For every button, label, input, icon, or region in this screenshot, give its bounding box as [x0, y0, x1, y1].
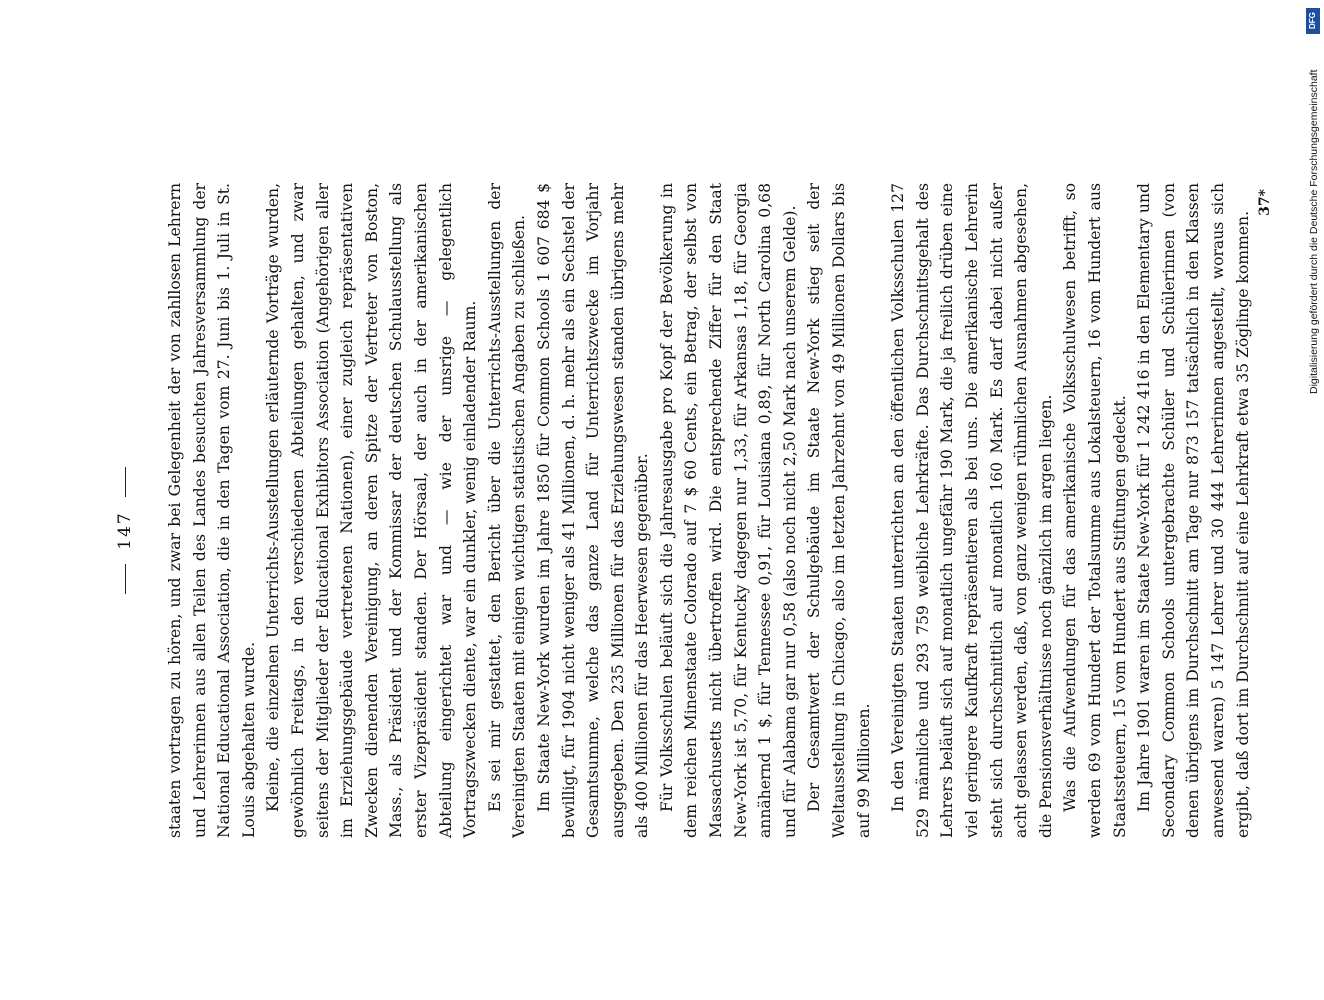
paragraph: Im Staate New-York wurden im Jahre 1850 für Common Schools 1 607 684 $ bewilligt, für 1904 nicht weniger als 41 Millionen, d. h. mehr als ein Sechstel der Gesamtsumme, welche das ganze Land für Unterrichtszwecke im Vorjahr ausgegeben. Den 235 Millionen für das Erziehungswesen standen übrigens mehr als 400 Millionen für das Heerwesen gegenüber. [534, 183, 652, 838]
paragraph: staaten vortragen zu hören, und zwar bei Gelegenheit der von zahllosen Lehrern und Lehrerinnen aus allen Teilen des Landes besuchten Jahresversammlung der National Educational Association, die in den Tagen vom 27. Juni bis 1. Juli in St. Louis abgehalten wurde. [166, 183, 258, 838]
paragraph: Im Jahre 1901 waren im Staate New-York für 1 242 416 in den Elementary und Secondary Common Schools untergebrachte Schüler und Schülerinnen (von denen übrigens im Durchschnitt am Tage nur 873 157 tatsächlich in den Klassen anwesend waren) 5 147 Lehrer und 30 444 Lehrerinnen angestellt, woraus sich ergibt, daß dort im Durchschnitt auf eine Lehrkraft etwa 35 Zöglinge kommen. [1135, 183, 1252, 838]
page-content [115, 183, 1273, 838]
paragraph: Für Volksschulen beläuft sich die Jahresausgabe pro Kopf der Bevölkerung in dem reichen Minenstaate Colorado auf 7 $ 60 Cents, ein Betrag, der selbst von Massachusetts nicht übertroffen wird. Die entsprechende Ziffer für den Staat New-York ist 5,70, für Kentucky dagegen nur 1,33, für Arkansas 1,18, für Georgia annähernd 1 $, für Tennessee 0,91, für Louisiana 0,89, für North Carolina 0,68 und für Alabama gar nur 0,58 (also noch nicht 2,50 Mark nach unserem Gelde). [657, 183, 799, 838]
header-rule-right [125, 467, 126, 497]
paragraph: Der Gesamtwert der Schulgebäude im Staate New-York stieg seit der Weltausstellung in Chicago, also im letzten Jahrzehnt von 49 Millionen Dollars bis auf 99 Millionen. [805, 183, 873, 838]
dfg-logo: DFG [1306, 8, 1320, 34]
sheet-signature: 37* [1257, 189, 1274, 216]
paragraph: Kleine, die einzelnen Unterrichts-Ausstellungen erläuternde Vorträge wurden, gewöhnlich Freitags, in den verschiedenen Abteilungen gehalten, und zwar seitens der Mitglieder der Educational Exhibitors Association (Angehörigen aller im Erziehungsgebäude vertretenen Nationen), einer zugleich repräsentativen Zwecken dienenden Vereinigung, an deren Spitze der Vertreter von Boston, Mass., als Präsident und der Kommissar der deutschen Schulausstellung als erster Vizepräsident standen. Der Hörsaal, der auch in der amerikanischen Abteilung eingerichtet war und — wie der unsrige — gelegentlich Vortragszwecken diente, war ein dunkler, wenig einladender Raum. [264, 183, 480, 838]
credit-text: Digitalisierung gefördert durch die Deutsche Forschungsgemeinschaft [1308, 69, 1320, 394]
rotated-page [115, 0, 1274, 838]
paragraph: In den Vereinigten Staaten unterrichten an den öffentlichen Volksschulen 127 529 männliche und 293 759 weibliche Lehrkräfte. Das Durchschnittsgehalt des Lehrers beläuft sich auf monatlich ungefähr 190 Mark, die ja freilich drüben eine viel geringere Kaufkraft repräsentieren als bei uns. Die amerikanische Lehrerin steht sich durchschnittlich auf monatlich 160 Mark. Es darf dabei nicht außer acht gelassen werden, daß, von ganz wenigen rühmlichen Ausnahmen abgesehen, die Pensionsverhältnisse noch gänzlich im argen liegen. [889, 183, 1055, 838]
spacer [876, 183, 886, 838]
header-rule-left [125, 564, 126, 594]
page-header [115, 183, 135, 878]
paragraph: Es sei mir gestattet, den Bericht über die Unterrichts-Ausstellungen der Vereinigten Staaten mit einigen wichtigen statistischen Angaben zu schließen. [485, 183, 529, 838]
digitization-credit [1306, 8, 1322, 428]
page-number: 147 [115, 511, 135, 550]
paragraph: Was die Aufwendungen für das amerikanische Volksschulwesen betrifft, so werden 69 vom Hundert der Totalsumme aus Lokalsteuern, 16 vom Hundert aus Staatssteuern, 15 vom Hundert aus Stiftungen gedeckt. [1061, 183, 1129, 838]
